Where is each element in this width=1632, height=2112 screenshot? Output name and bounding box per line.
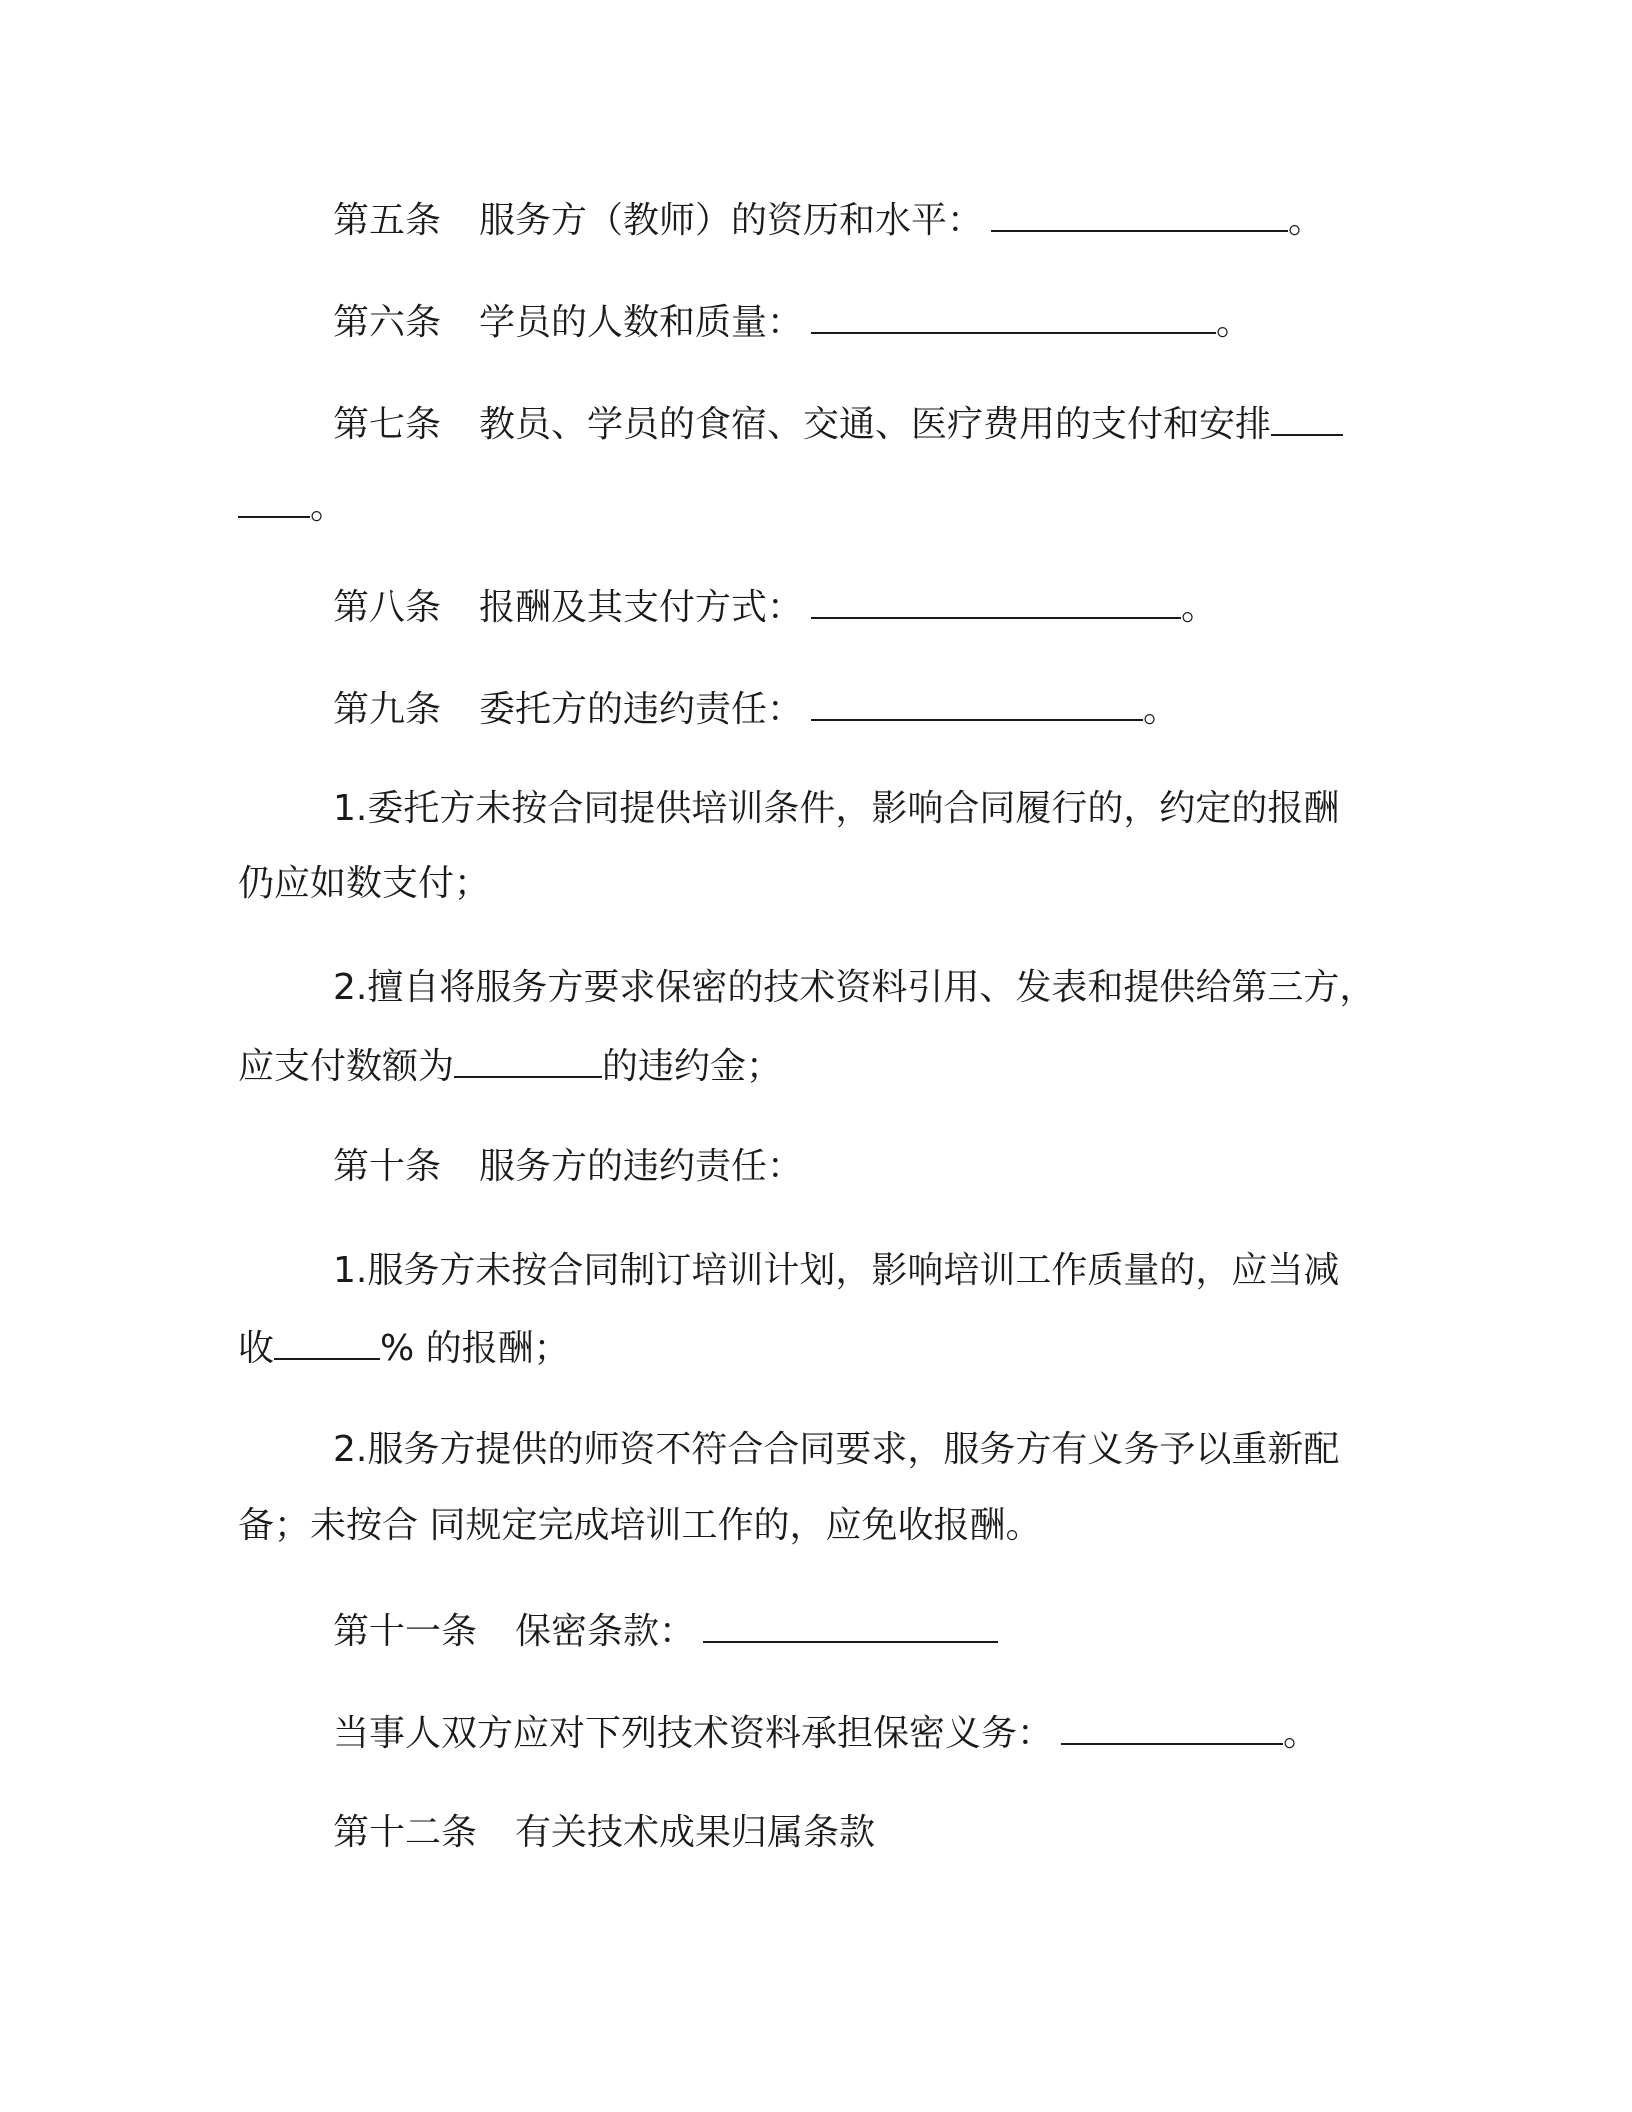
article-10-item-2-line-1: 2.服务方提供的师资不符合合同要求，服务方有义务予以重新配 [333,1429,1340,1470]
article-10-item-1-line-1: 1.服务方未按合同制订培训计划，影响培训工作质量的，应当减 [333,1250,1340,1291]
article-11-text: 保密条款： [515,1611,696,1652]
article-6-end: 。 [1216,302,1253,343]
article-12-text: 有关技术成果归属条款 [515,1812,876,1853]
article-10-item-1-line-2-post: % 的报酬； [380,1328,570,1369]
article-9-blank[interactable] [811,685,1143,721]
article-6-label: 第六条 [333,302,442,343]
article-11-sub-blank[interactable] [1061,1709,1283,1745]
article-5-end: 。 [1288,200,1325,241]
article-8-label: 第八条 [333,587,442,628]
article-5-blank[interactable] [991,196,1288,232]
article-11-blank[interactable] [703,1607,998,1643]
article-6-blank[interactable] [811,298,1216,334]
article-10-item-1-line-2-pre: 收 [238,1328,275,1369]
article-7-blank-a[interactable] [1271,400,1343,436]
article-9-label: 第九条 [333,689,442,730]
article-7-blank-b[interactable] [238,482,310,518]
article-10-percent-blank[interactable] [274,1324,380,1360]
article-11-sub-end: 。 [1283,1713,1320,1754]
article-9-item-2-line-2-pre: 应支付数额为 [238,1046,455,1087]
article-8-text: 报酬及其支付方式： [479,587,804,628]
article-12-label: 第十二条 [333,1812,478,1853]
article-10-text: 服务方的违约责任： [479,1146,804,1187]
article-9-penalty-blank[interactable] [454,1042,602,1078]
article-9-end: 。 [1143,689,1180,730]
article-10-label: 第十条 [333,1146,442,1187]
article-10-item-2-line-2: 备；未按合 同规定完成培训工作的，应免收报酬。 [238,1505,1042,1546]
article-5-label: 第五条 [333,200,442,241]
article-9-text: 委托方的违约责任： [479,689,804,730]
article-5-text: 服务方（教师）的资历和水平： [479,200,984,241]
article-6-text: 学员的人数和质量： [479,302,804,343]
article-9-item-1-line-1: 1.委托方未按合同提供培训条件，影响合同履行的，约定的报酬 [333,788,1340,829]
article-7-label: 第七条 [333,404,442,445]
article-9-item-1-line-2: 仍应如数支付； [238,863,491,904]
article-11-sub-text: 当事人双方应对下列技术资料承担保密义务： [333,1713,1054,1754]
article-7-end: 。 [310,486,347,527]
article-8-blank[interactable] [811,583,1181,619]
article-9-item-2-line-2-post: 的违约金； [602,1046,783,1087]
article-8-end: 。 [1181,587,1218,628]
article-9-item-2-line-1: 2.擅自将服务方要求保密的技术资料引用、发表和提供给第三方， [333,967,1376,1008]
article-11-label: 第十一条 [333,1611,478,1652]
article-7-text: 教员、学员的食宿、交通、医疗费用的支付和安排 [479,404,1272,445]
